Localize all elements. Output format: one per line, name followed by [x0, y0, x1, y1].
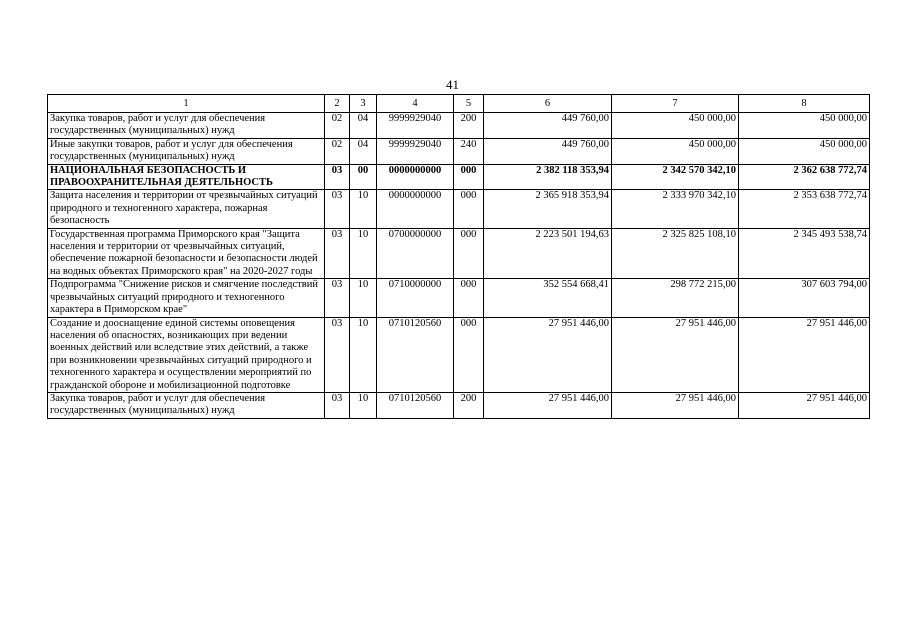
row-code-section: 02 [325, 113, 350, 139]
row-code-subsection: 04 [350, 113, 377, 139]
row-value-col6: 2 382 118 353,94 [484, 164, 612, 190]
row-code-subsection: 04 [350, 138, 377, 164]
row-code-target: 9999929040 [377, 138, 454, 164]
row-name: Создание и дооснащение единой системы оповещения населения об опасностях, возникающих при ведении военных действий или вследствие этих действий, а также при возникновении чрезвычайных ситуаций природного и техногенного характера и осуществлении мероприятий по гражданской обороне и мобилизационной подготовке [48, 317, 325, 392]
row-code-subsection: 10 [350, 317, 377, 392]
table-row [48, 190, 870, 228]
row-code-section: 02 [325, 138, 350, 164]
row-value-col7: 27 951 446,00 [612, 392, 739, 418]
row-code-section: 03 [325, 317, 350, 392]
table-row-section [48, 164, 870, 190]
row-code-section: 03 [325, 164, 350, 190]
row-name: Закупка товаров, работ и услуг для обеспечения государственных (муниципальных) нужд [48, 392, 325, 418]
row-code-type: 200 [454, 392, 484, 418]
row-code-type: 200 [454, 113, 484, 139]
row-value-col6: 449 760,00 [484, 113, 612, 139]
row-code-target: 0710120560 [377, 317, 454, 392]
header-cell: 4 [377, 95, 454, 113]
row-value-col6: 2 223 501 194,63 [484, 228, 612, 279]
row-value-col6: 2 365 918 353,94 [484, 190, 612, 228]
header-cell: 6 [484, 95, 612, 113]
table-row [48, 113, 870, 139]
header-cell: 8 [739, 95, 870, 113]
table-row [48, 392, 870, 418]
row-value-col6: 27 951 446,00 [484, 317, 612, 392]
row-code-type: 000 [454, 317, 484, 392]
row-code-target: 0710000000 [377, 279, 454, 317]
row-value-col7: 2 333 970 342,10 [612, 190, 739, 228]
page-number: 41 [446, 77, 459, 92]
row-name: Иные закупки товаров, работ и услуг для обеспечения государственных (муниципальных) нужд [48, 138, 325, 164]
row-code-section: 03 [325, 279, 350, 317]
row-name: НАЦИОНАЛЬНАЯ БЕЗОПАСНОСТЬ И ПРАВООХРАНИТЕЛЬНАЯ ДЕЯТЕЛЬНОСТЬ [48, 164, 325, 190]
row-code-type: 000 [454, 279, 484, 317]
row-code-type: 000 [454, 164, 484, 190]
row-code-type: 240 [454, 138, 484, 164]
row-code-target: 0000000000 [377, 164, 454, 190]
table-row [48, 279, 870, 317]
row-code-type: 000 [454, 190, 484, 228]
row-code-section: 03 [325, 228, 350, 279]
table-row [48, 228, 870, 279]
row-code-target: 0000000000 [377, 190, 454, 228]
row-value-col6: 27 951 446,00 [484, 392, 612, 418]
row-code-subsection: 10 [350, 279, 377, 317]
row-value-col7: 450 000,00 [612, 138, 739, 164]
row-code-type: 000 [454, 228, 484, 279]
budget-table [47, 94, 870, 419]
header-cell: 3 [350, 95, 377, 113]
row-value-col8: 450 000,00 [739, 138, 870, 164]
row-value-col6: 449 760,00 [484, 138, 612, 164]
row-name: Защита населения и территории от чрезвычайных ситуаций природного и техногенного характера, пожарная безопасность [48, 190, 325, 228]
row-value-col8: 307 603 794,00 [739, 279, 870, 317]
row-value-col7: 450 000,00 [612, 113, 739, 139]
row-code-target: 0700000000 [377, 228, 454, 279]
row-code-section: 03 [325, 392, 350, 418]
row-code-subsection: 10 [350, 190, 377, 228]
header-cell: 2 [325, 95, 350, 113]
row-name: Подпрограмма "Снижение рисков и смягчение последствий чрезвычайных ситуаций природного и техногенного характера в Приморском крае" [48, 279, 325, 317]
row-value-col8: 2 353 638 772,74 [739, 190, 870, 228]
row-value-col8: 450 000,00 [739, 113, 870, 139]
table-row [48, 138, 870, 164]
row-value-col7: 2 342 570 342,10 [612, 164, 739, 190]
row-value-col7: 2 325 825 108,10 [612, 228, 739, 279]
header-row [48, 95, 870, 113]
row-code-target: 0710120560 [377, 392, 454, 418]
row-value-col6: 352 554 668,41 [484, 279, 612, 317]
header-cell: 1 [48, 95, 325, 113]
row-value-col8: 2 345 493 538,74 [739, 228, 870, 279]
row-code-section: 03 [325, 190, 350, 228]
row-name: Закупка товаров, работ и услуг для обеспечения государственных (муниципальных) нужд [48, 113, 325, 139]
row-code-target: 9999929040 [377, 113, 454, 139]
row-code-subsection: 10 [350, 392, 377, 418]
row-value-col8: 2 362 638 772,74 [739, 164, 870, 190]
row-value-col8: 27 951 446,00 [739, 392, 870, 418]
row-name: Государственная программа Приморского края "Защита населения и территории от чрезвычайных ситуаций, обеспечение пожарной безопасности и безопасности людей на водных объектах Приморского края" на 2020-2027 годы [48, 228, 325, 279]
header-cell: 7 [612, 95, 739, 113]
row-value-col7: 27 951 446,00 [612, 317, 739, 392]
row-value-col8: 27 951 446,00 [739, 317, 870, 392]
header-cell: 5 [454, 95, 484, 113]
row-value-col7: 298 772 215,00 [612, 279, 739, 317]
row-code-subsection: 00 [350, 164, 377, 190]
row-code-subsection: 10 [350, 228, 377, 279]
table-row [48, 317, 870, 392]
